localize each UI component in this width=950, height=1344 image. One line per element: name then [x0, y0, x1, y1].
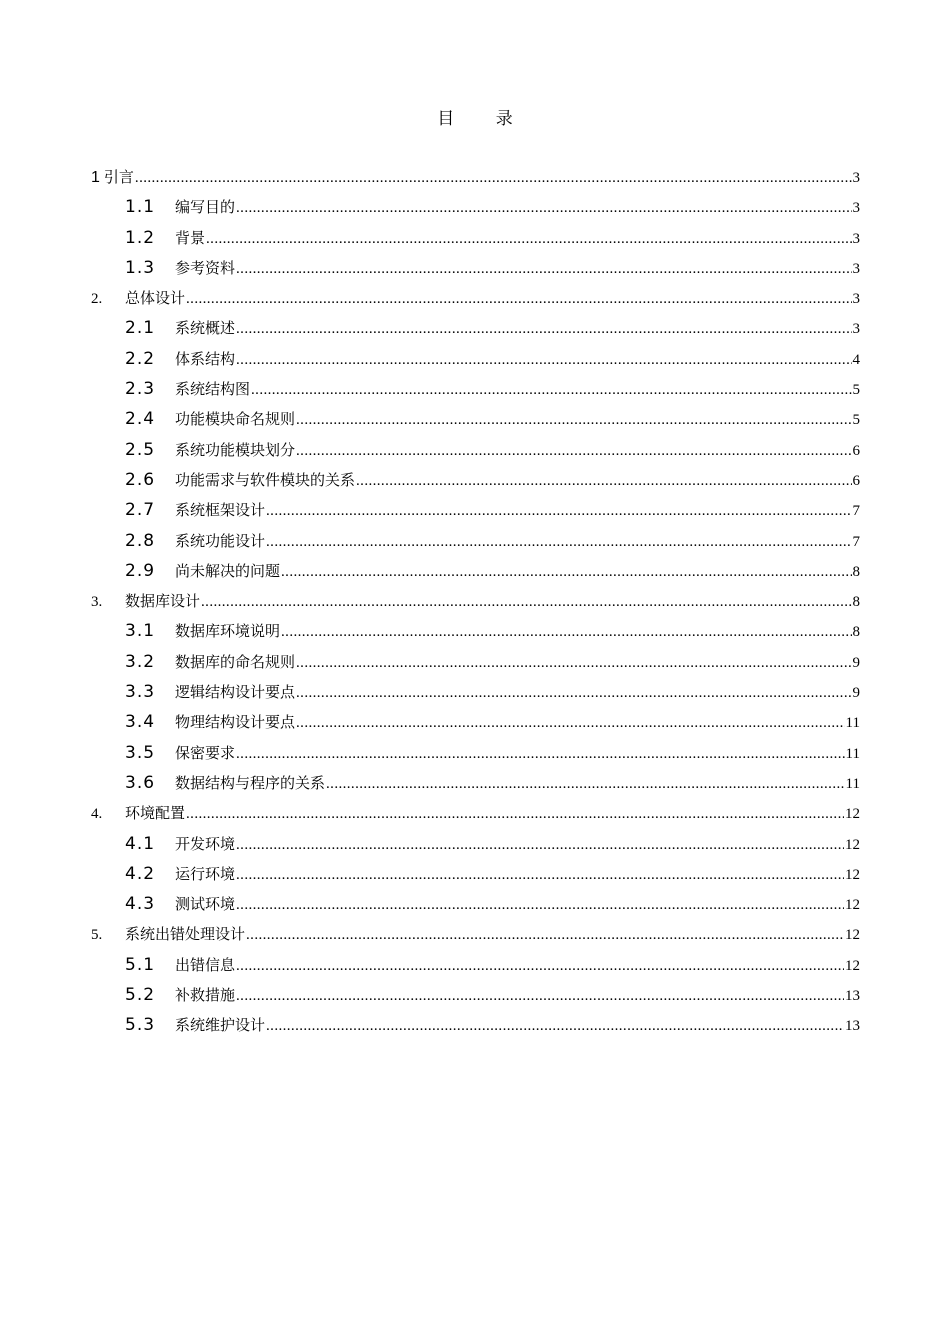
table-of-contents [91, 162, 860, 1041]
toc-entry-number: 1.3 [125, 257, 156, 278]
toc-entry-page-number: 5 [852, 412, 860, 429]
toc-entry[interactable] [91, 344, 860, 374]
toc-entry[interactable] [91, 465, 860, 495]
toc-dot-leader [296, 405, 851, 435]
toc-dot-leader [281, 617, 851, 647]
toc-entry-number: 2.6 [125, 469, 156, 490]
toc-dot-leader [266, 1011, 844, 1041]
toc-entry-title: 数据库的命名规则 [175, 652, 296, 671]
toc-entry[interactable] [91, 526, 860, 556]
toc-dot-leader [236, 890, 844, 920]
toc-entry-title: 背景 [175, 228, 206, 247]
toc-dot-leader [296, 436, 851, 466]
toc-entry[interactable] [91, 829, 860, 859]
toc-entry[interactable] [91, 980, 860, 1010]
toc-dot-leader [135, 163, 852, 193]
toc-entry-page-number: 12 [845, 836, 860, 853]
toc-entry-page-number: 11 [845, 745, 860, 762]
toc-entry[interactable] [91, 495, 860, 525]
toc-entry-page-number: 8 [852, 624, 860, 641]
toc-entry-page-number: 5 [852, 382, 860, 399]
toc-entry-number: 5. [91, 927, 103, 944]
toc-entry-title: 系统框架设计 [175, 501, 266, 520]
toc-entry-title: 数据库设计 [125, 592, 201, 611]
toc-entry-number: 4.1 [125, 833, 156, 854]
toc-entry-number: 2. [91, 291, 103, 308]
toc-entry-page-number: 13 [845, 1018, 860, 1035]
toc-entry-title: 出错信息 [175, 955, 236, 974]
toc-entry-title: 开发环境 [175, 834, 236, 853]
toc-entry[interactable] [91, 283, 860, 313]
toc-entry-title: 运行环境 [175, 864, 236, 883]
toc-entry[interactable] [91, 162, 860, 192]
toc-dot-leader [236, 345, 851, 375]
toc-entry-title: 测试环境 [175, 895, 236, 914]
toc-entry-number: 2.7 [125, 500, 156, 521]
toc-dot-leader [266, 496, 851, 526]
toc-entry-page-number: 7 [852, 533, 860, 550]
toc-entry-number: 1 [91, 169, 100, 186]
toc-dot-leader [186, 284, 851, 314]
toc-dot-leader [281, 557, 851, 587]
toc-entry-title: 系统功能模块划分 [175, 440, 296, 459]
toc-entry-number: 5.2 [125, 985, 156, 1006]
toc-entry-title: 环境配置 [125, 804, 186, 823]
toc-dot-leader [236, 860, 844, 890]
toc-entry-page-number: 12 [845, 957, 860, 974]
toc-entry-number: 3.1 [125, 621, 156, 642]
toc-entry-page-number: 11 [845, 715, 860, 732]
toc-entry-page-number: 11 [845, 775, 860, 792]
toc-entry-page-number: 6 [852, 472, 860, 489]
toc-entry-number: 2.9 [125, 560, 156, 581]
toc-title: 目 录 [437, 109, 531, 129]
toc-entry-title: 编写目的 [175, 198, 236, 217]
toc-entry-number: 4. [91, 806, 103, 823]
toc-entry-page-number: 12 [845, 806, 860, 823]
toc-entry[interactable] [91, 647, 860, 677]
toc-dot-leader [206, 224, 851, 254]
toc-entry-page-number: 7 [852, 503, 860, 520]
toc-entry[interactable] [91, 556, 860, 586]
toc-dot-leader [236, 193, 851, 223]
toc-dot-leader [236, 739, 845, 769]
toc-entry-title: 保密要求 [175, 743, 236, 762]
toc-entry-page-number: 6 [852, 442, 860, 459]
toc-entry-number: 2.5 [125, 439, 156, 460]
toc-entry-number: 3.3 [125, 682, 156, 703]
toc-entry-page-number: 3 [852, 230, 860, 247]
toc-dot-leader [236, 951, 844, 981]
toc-entry[interactable] [91, 192, 860, 222]
toc-entry-title: 功能需求与软件模块的关系 [175, 470, 356, 489]
toc-entry-number: 2.4 [125, 409, 156, 430]
toc-entry[interactable] [91, 859, 860, 889]
toc-entry[interactable] [91, 950, 860, 980]
toc-entry[interactable] [91, 1010, 860, 1040]
toc-entry[interactable] [91, 616, 860, 646]
toc-dot-leader [251, 375, 851, 405]
toc-entry-number: 3. [91, 594, 103, 611]
toc-dot-leader [236, 314, 851, 344]
toc-entry[interactable] [91, 889, 860, 919]
toc-entry-page-number: 12 [845, 927, 860, 944]
toc-entry[interactable] [91, 435, 860, 465]
toc-entry-number: 5.1 [125, 954, 156, 975]
toc-dot-leader [246, 920, 844, 950]
toc-entry-title: 总体设计 [125, 289, 186, 308]
toc-entry-number: 3.5 [125, 742, 156, 763]
toc-entry-number: 3.6 [125, 772, 156, 793]
toc-entry-number: 2.3 [125, 379, 156, 400]
toc-entry[interactable] [91, 313, 860, 343]
toc-entry-title: 系统维护设计 [175, 1016, 266, 1035]
toc-dot-leader [326, 769, 845, 799]
toc-dot-leader [296, 648, 851, 678]
toc-entry-page-number: 4 [852, 351, 860, 368]
toc-entry[interactable] [91, 677, 860, 707]
toc-entry-page-number: 8 [852, 594, 860, 611]
toc-entry-page-number: 3 [852, 170, 860, 186]
toc-dot-leader [236, 254, 851, 284]
toc-entry-title: 逻辑结构设计要点 [175, 683, 296, 702]
toc-entry-title: 数据结构与程序的关系 [175, 773, 326, 792]
toc-entry[interactable] [91, 707, 860, 737]
toc-entry-page-number: 9 [852, 654, 860, 671]
toc-entry-page-number: 3 [852, 291, 860, 308]
toc-dot-leader [266, 527, 851, 557]
toc-entry-number: 1.1 [125, 197, 156, 218]
toc-entry[interactable] [91, 404, 860, 434]
toc-entry-title: 数据库环境说明 [175, 622, 281, 641]
toc-entry[interactable] [91, 919, 860, 949]
toc-dot-leader [186, 799, 844, 829]
toc-entry-number: 3.4 [125, 712, 156, 733]
toc-entry-number: 3.2 [125, 651, 156, 672]
toc-entry[interactable] [91, 768, 860, 798]
toc-entry-title: 尚未解决的问题 [175, 561, 281, 580]
toc-entry-page-number: 13 [845, 988, 860, 1005]
toc-entry-title: 功能模块命名规则 [175, 410, 296, 429]
toc-entry-title: 物理结构设计要点 [175, 713, 296, 732]
toc-entry-title: 引言 [103, 168, 134, 186]
toc-entry[interactable] [91, 798, 860, 828]
toc-entry-page-number: 12 [845, 866, 860, 883]
toc-entry-number: 1.2 [125, 227, 156, 248]
toc-entry-number: 4.3 [125, 894, 156, 915]
toc-entry-title: 体系结构 [175, 349, 236, 368]
toc-entry-page-number: 9 [852, 685, 860, 702]
toc-entry-number: 2.1 [125, 318, 156, 339]
toc-dot-leader [356, 466, 851, 496]
toc-entry-number: 5.3 [125, 1015, 156, 1036]
toc-dot-leader [236, 981, 844, 1011]
toc-entry-page-number: 3 [852, 321, 860, 338]
toc-entry[interactable] [91, 374, 860, 404]
toc-entry[interactable] [91, 253, 860, 283]
toc-dot-leader [296, 678, 851, 708]
toc-entry-number: 2.2 [125, 348, 156, 369]
toc-entry-title: 系统概述 [175, 319, 236, 338]
toc-dot-leader [236, 830, 844, 860]
toc-entry-page-number: 3 [852, 260, 860, 277]
toc-entry-title: 系统功能设计 [175, 531, 266, 550]
toc-dot-leader [201, 587, 851, 617]
toc-entry-number: 4.2 [125, 863, 156, 884]
toc-entry-page-number: 12 [845, 897, 860, 914]
toc-entry-page-number: 8 [852, 563, 860, 580]
toc-entry[interactable] [91, 586, 860, 616]
toc-entry-page-number: 3 [852, 200, 860, 217]
toc-entry-title: 系统结构图 [175, 380, 251, 399]
toc-entry[interactable] [91, 738, 860, 768]
toc-entry-title: 系统出错处理设计 [125, 925, 246, 944]
toc-entry-title: 参考资料 [175, 258, 236, 277]
toc-entry-title: 补救措施 [175, 986, 236, 1005]
toc-entry-number: 2.8 [125, 530, 156, 551]
toc-entry[interactable] [91, 223, 860, 253]
toc-dot-leader [296, 708, 845, 738]
